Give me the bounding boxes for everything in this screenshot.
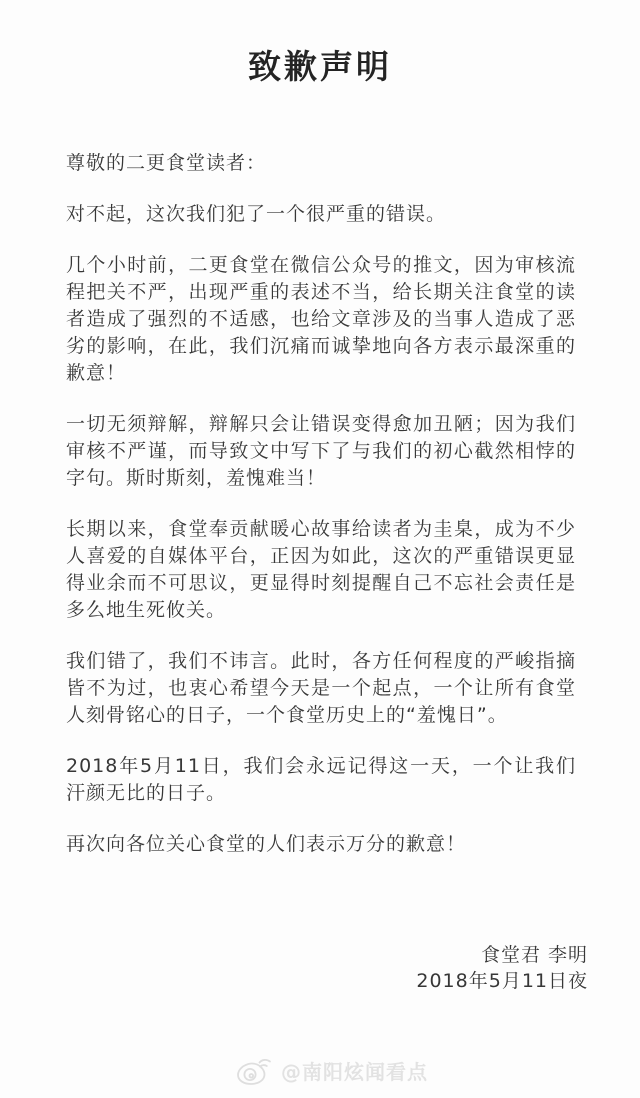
signature-block (66, 942, 588, 994)
paragraph: 一切无须辩解，辩解只会让错误变得愈加丑陋；因为我们审核不严谨，而导致文中写下了与我们的初心截然相悖的字句。斯时斯刻，羞愧难当！ (66, 413, 576, 489)
paragraph: 2018年5月11日，我们会永远记得这一天，一个让我们汗颜无比的日子。 (66, 755, 576, 804)
page-title: 致歉声明 (248, 47, 392, 86)
watermark-text: @南阳炫闻看点 (281, 1059, 428, 1084)
weibo-icon (236, 1054, 272, 1086)
paragraph: 几个小时前，二更食堂在微信公众号的推文，因为审核流程把关不严，出现严重的表述不当，给长期关注食堂的读者造成了强烈的不适感，也给文章涉及的当事人造成了恶劣的影响，在此，我们沉痛而诚挚地向各方表示最深重的歉意！ (66, 254, 576, 384)
signature-date: 2018年5月11日夜 (416, 970, 588, 992)
paragraph: 再次向各位关心食堂的人们表示万分的歉意！ (66, 833, 467, 855)
document-body (66, 150, 588, 994)
signature-name: 食堂君 李明 (480, 944, 588, 966)
salutation: 尊敬的二更食堂读者： (66, 152, 267, 174)
watermark (236, 1054, 428, 1086)
paragraph: 对不起，这次我们犯了一个很严重的错误。 (66, 203, 447, 225)
paragraph: 长期以来，食堂奉贡献暖心故事给读者为圭臬，成为不少人喜爱的自媒体平台，正因为如此，这次的严重错误更显得业余而不可思议，更显得时刻提醒自己不忘社会责任是多么地生死攸关。 (66, 518, 576, 621)
paragraph: 我们错了，我们不讳言。此时，各方任何程度的严峻指摘皆不为过，也衷心希望今天是一个起点，一个让所有食堂人刻骨铭心的日子，一个食堂历史上的“羞愧日”。 (66, 650, 576, 726)
